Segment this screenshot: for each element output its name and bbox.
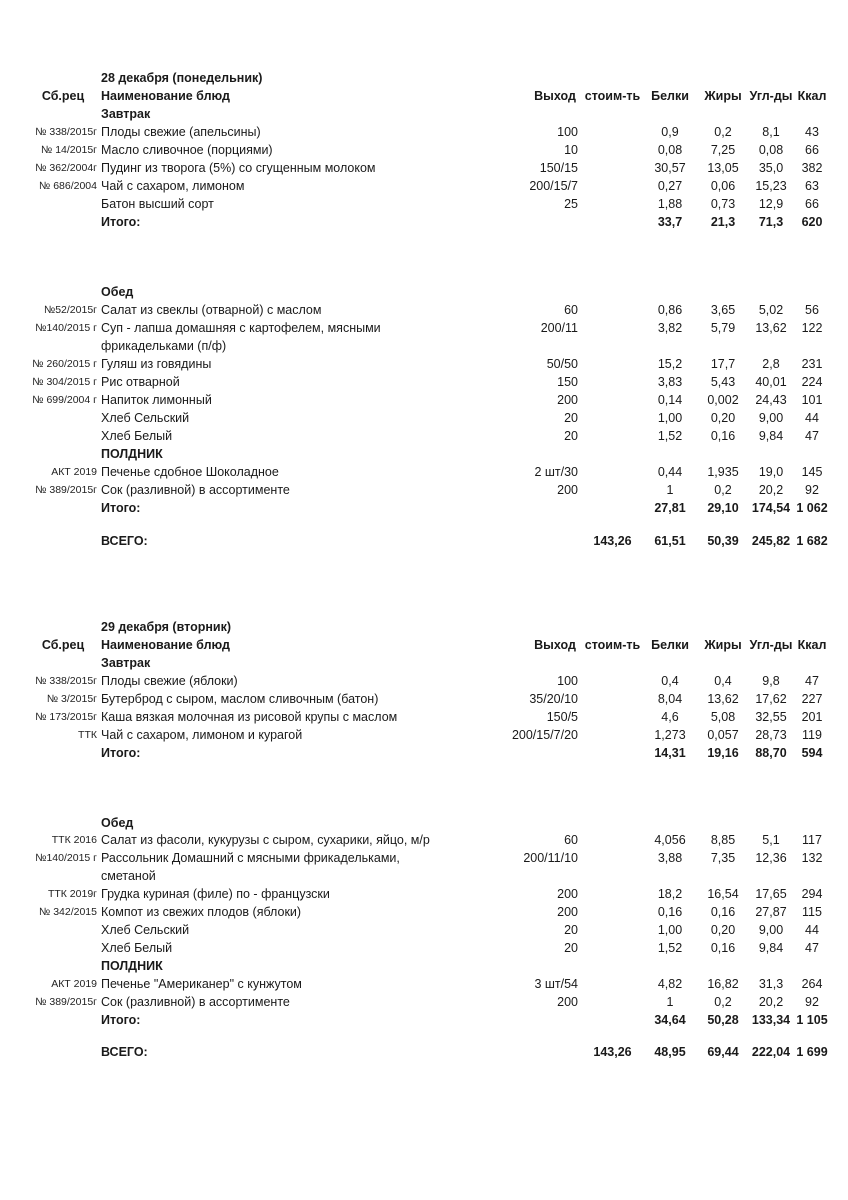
carbs-value: 174,54 [751,501,791,515]
kcal-value: 44 [805,923,819,937]
kcal-value: 101 [801,393,823,407]
day-title: 28 декабря (понедельник) [101,71,263,85]
carbs-value: 8,1 [762,125,780,139]
protein-value: 1,88 [657,197,683,211]
protein-value: 0,14 [657,393,683,407]
kcal-value: 115 [802,905,822,919]
kcal-value: 227 [801,692,823,706]
dish-name: Напиток лимонный [101,393,212,407]
protein-value: 18,2 [657,887,683,901]
output-value: 100 [557,125,578,139]
fat-value: 0,4 [714,674,732,688]
subtotal-label: Итого: [101,746,141,760]
breakfast-section-label: Завтрак [101,656,151,670]
dish-name: Сок (разливной) в ассортименте [101,483,290,497]
table-row [0,391,848,409]
carbs-value: 32,55 [755,710,787,724]
table-row [0,427,848,445]
carbs-value: 9,00 [758,411,784,425]
fat-value: 0,20 [710,923,736,937]
kcal-value: 1 699 [796,1045,828,1059]
carbs-value: 17,65 [755,887,787,901]
column-cost-header: стоим-ть [584,638,641,652]
column-kcal-header: Ккал [797,638,827,652]
fat-value: 0,16 [710,429,736,443]
dish-name: Пудинг из творога (5%) со сгущенным молоком [101,161,376,175]
kcal-value: 382 [801,161,823,175]
column-header-row [0,636,848,654]
table-row [0,921,848,939]
dish-name: Компот из свежих плодов (яблоки) [101,905,302,919]
protein-value: 0,27 [657,179,683,193]
recipe-code: № 304/2015 г [32,376,97,388]
table-row [0,939,848,957]
column-name-header: Наименование блюд [101,638,230,652]
day-title-row [0,69,848,87]
protein-value: 34,64 [654,1013,686,1027]
column-fat-header: Жиры [704,89,742,103]
lunch-section-label: Обед [101,816,134,830]
protein-value: 1,00 [657,923,683,937]
protein-value: 15,2 [657,357,683,371]
output-value: 50/50 [546,357,578,371]
fat-value: 21,3 [710,215,736,229]
output-value: 200 [557,887,578,901]
carbs-value: 9,00 [758,923,784,937]
carbs-value: 9,8 [762,674,780,688]
carbs-value: 28,73 [755,728,787,742]
protein-value: 61,51 [654,534,686,548]
carbs-value: 9,84 [758,941,784,955]
protein-value: 8,04 [657,692,683,706]
output-value: 150 [557,375,578,389]
table-row [0,975,848,993]
carbs-value: 13,62 [755,321,787,335]
fat-value: 5,79 [710,321,736,335]
dish-name: Грудка куриная (филе) по - французски [101,887,330,901]
fat-value: 8,85 [710,833,736,847]
carbs-value: 12,9 [758,197,784,211]
table-row [0,159,848,177]
recipe-code: ТТК 2016 [51,834,97,846]
dish-name: Бутерброд с сыром, маслом сливочным (батон) [101,692,379,706]
carbs-value: 5,02 [758,303,784,317]
kcal-value: 47 [805,429,819,443]
dish-name: Плоды свежие (яблоки) [101,674,238,688]
fat-value: 0,2 [714,483,732,497]
carbs-value: 15,23 [755,179,787,193]
carbs-value: 35,0 [758,161,784,175]
column-kcal-header: Ккал [797,89,827,103]
recipe-code: № 3/2015г [46,693,97,705]
kcal-value: 119 [802,728,822,742]
carbs-value: 71,3 [758,215,784,229]
breakfast-section [0,105,848,123]
kcal-value: 1 105 [796,1013,828,1027]
fat-value: 7,35 [710,851,736,865]
protein-value: 4,056 [654,833,686,847]
breakfast-section-label: Завтрак [101,107,151,121]
protein-value: 48,95 [654,1045,686,1059]
table-row [0,690,848,708]
protein-value: 14,31 [654,746,686,760]
kcal-value: 66 [805,143,819,157]
output-value: 200 [557,483,578,497]
protein-value: 4,6 [661,710,679,724]
dish-name: Чай с сахаром, лимоном и курагой [101,728,303,742]
table-row [0,355,848,373]
table-row [0,123,848,141]
table-row [0,672,848,690]
kcal-value: 224 [801,375,823,389]
output-value: 20 [564,941,578,955]
grand-total-label: ВСЕГО: [101,534,148,548]
output-value: 20 [564,923,578,937]
carbs-value: 12,36 [755,851,787,865]
recipe-code: № 338/2015г [35,126,97,138]
fat-value: 29,10 [707,501,739,515]
kcal-value: 132 [801,851,823,865]
recipe-code: № 686/2004 [39,180,97,192]
fat-value: 0,16 [710,941,736,955]
recipe-code: ТТК 2019г [47,888,97,900]
carbs-value: 27,87 [755,905,787,919]
table-row [0,885,848,903]
fat-value: 0,2 [714,125,732,139]
protein-value: 0,9 [661,125,679,139]
output-value: 150/5 [546,710,578,724]
carbs-value: 20,2 [758,483,784,497]
recipe-code: № 389/2015г [35,996,97,1008]
fat-value: 13,62 [707,692,739,706]
kcal-value: 122 [801,321,823,335]
column-fat-header: Жиры [704,638,742,652]
protein-value: 1,273 [654,728,686,742]
dish-name: Хлеб Белый [101,429,173,443]
protein-value: 0,44 [657,465,683,479]
fat-value: 50,39 [707,534,739,548]
protein-value: 1,00 [657,411,683,425]
subtotal-row [0,744,848,762]
carbs-value: 88,70 [755,746,787,760]
dish-name: Масло сливочное (порциями) [101,143,273,157]
kcal-value: 201 [801,710,823,724]
output-value: 20 [564,411,578,425]
table-row [0,373,848,391]
column-carbs-header: Угл-ды [749,89,793,103]
dish-name: Салат из фасоли, кукурузы с сыром, сухарики, яйцо, м/р [101,833,430,847]
fat-value: 13,05 [707,161,739,175]
lunch-section-label: Обед [101,285,134,299]
table-row [0,177,848,195]
kcal-value: 117 [802,833,822,847]
dish-name: Сок (разливной) в ассортименте [101,995,290,1009]
protein-value: 30,57 [654,161,686,175]
output-value: 25 [564,197,578,211]
day-title-row [0,618,848,636]
carbs-value: 17,62 [755,692,787,706]
grand-total-row [0,532,848,550]
column-header-row [0,87,848,105]
table-row [0,481,848,499]
protein-value: 27,81 [654,501,686,515]
snack-section [0,957,848,975]
dish-name: Хлеб Сельский [101,923,190,937]
kcal-value: 47 [805,674,819,688]
day-title: 29 декабря (вторник) [101,620,231,634]
lunch-section [0,283,848,301]
protein-value: 33,7 [657,215,683,229]
kcal-value: 1 682 [796,534,828,548]
protein-value: 4,82 [657,977,683,991]
table-row [0,831,848,849]
fat-value: 0,73 [710,197,736,211]
recipe-code: №140/2015 г [35,322,97,334]
recipe-code: № 699/2004 г [32,394,97,406]
fat-value: 0,20 [710,411,736,425]
subtotal-label: Итого: [101,501,141,515]
fat-value: 17,7 [710,357,736,371]
subtotal-row [0,1011,848,1029]
recipe-code: № 362/2004г [35,162,97,174]
subtotal-row [0,499,848,517]
dish-name: Печенье сдобное Шоколадное [101,465,279,479]
recipe-code: № 342/2015 [39,906,97,918]
dish-name: Чай с сахаром, лимоном [101,179,245,193]
output-value: 150/15 [539,161,578,175]
carbs-value: 19,0 [758,465,784,479]
recipe-code: №140/2015 г [35,852,97,864]
snack-section [0,445,848,463]
fat-value: 1,935 [707,465,739,479]
protein-value: 3,82 [657,321,683,335]
carbs-value: 0,08 [758,143,784,157]
kcal-value: 63 [805,179,819,193]
snack-section-label: ПОЛДНИК [101,959,163,973]
kcal-value: 56 [805,303,819,317]
column-code-header: Сб.рец [41,638,85,652]
recipe-code: № 14/2015г [41,144,97,156]
fat-value: 0,2 [714,995,732,1009]
output-value: 60 [564,303,578,317]
output-value: 200/11/10 [523,851,578,865]
recipe-code: № 173/2015г [35,711,97,723]
fat-value: 3,65 [710,303,736,317]
table-row [0,463,848,481]
fat-value: 0,06 [710,179,736,193]
table-row [0,141,848,159]
kcal-value: 66 [805,197,819,211]
lunch-section [0,814,848,832]
fat-value: 69,44 [707,1045,739,1059]
protein-value: 0,08 [657,143,683,157]
dish-name: Батон высший сорт [101,197,214,211]
protein-value: 1 [666,995,674,1009]
output-value: 200/11 [540,321,578,335]
recipe-code: № 389/2015г [35,484,97,496]
output-value: 100 [557,674,578,688]
dish-name: Салат из свеклы (отварной) с маслом [101,303,322,317]
dish-name: Хлеб Белый [101,941,173,955]
carbs-value: 5,1 [762,833,780,847]
column-carbs-header: Угл-ды [749,638,793,652]
table-row [0,726,848,744]
subtotal-row [0,213,848,231]
kcal-value: 47 [805,941,819,955]
dish-name: Печенье "Американер" с кунжутом [101,977,302,991]
carbs-value: 9,84 [758,429,784,443]
carbs-value: 40,01 [755,375,787,389]
kcal-value: 294 [801,887,823,901]
table-row [0,708,848,726]
dish-name: Гуляш из говядины [101,357,212,371]
output-value: 200 [557,995,578,1009]
kcal-value: 92 [805,483,819,497]
output-value: 60 [564,833,578,847]
dish-name: Каша вязкая молочная из рисовой крупы с маслом [101,710,398,724]
kcal-value: 44 [805,411,819,425]
protein-value: 3,88 [657,851,683,865]
kcal-value: 594 [801,746,823,760]
protein-value: 0,16 [657,905,683,919]
table-row [0,409,848,427]
recipe-code: №52/2015г [43,304,97,316]
kcal-value: 1 062 [796,501,828,515]
column-protein-header: Белки [651,638,689,652]
fat-value: 5,08 [710,710,736,724]
protein-value: 0,86 [657,303,683,317]
protein-value: 0,4 [661,674,679,688]
output-value: 200/15/7/20 [511,728,578,742]
carbs-value: 245,82 [751,534,791,548]
fat-value: 50,28 [707,1013,739,1027]
dish-name: Суп - лапша домашняя с картофелем, мясными [101,321,381,335]
dish-name-continued: сметаной [101,869,156,883]
snack-section-label: ПОЛДНИК [101,447,163,461]
output-value: 2 шт/30 [534,465,578,479]
column-name-header: Наименование блюд [101,89,230,103]
fat-value: 5,43 [710,375,736,389]
dish-name: Плоды свежие (апельсины) [101,125,261,139]
output-value: 200/15/7 [529,179,578,193]
carbs-value: 133,34 [751,1013,791,1027]
kcal-value: 620 [801,215,823,229]
output-value: 200 [557,905,578,919]
recipe-code: № 338/2015г [35,675,97,687]
protein-value: 1,52 [657,941,683,955]
fat-value: 16,54 [707,887,739,901]
column-code-header: Сб.рец [41,89,85,103]
kcal-value: 145 [801,465,823,479]
table-row [0,195,848,213]
fat-value: 0,057 [707,728,739,742]
kcal-value: 43 [805,125,819,139]
cost-value: 143,26 [593,534,632,548]
protein-value: 3,83 [657,375,683,389]
output-value: 35/20/10 [529,692,578,706]
recipe-code: № 260/2015 г [32,358,97,370]
carbs-value: 24,43 [755,393,787,407]
recipe-code: АКТ 2019 [51,978,97,990]
cost-value: 143,26 [593,1045,632,1059]
recipe-code: ТТК [78,729,97,741]
column-output-header: Выход [534,89,576,103]
kcal-value: 231 [801,357,823,371]
grand-total-label: ВСЕГО: [101,1045,148,1059]
subtotal-label: Итого: [101,215,141,229]
table-row [0,849,848,885]
table-row [0,301,848,319]
fat-value: 0,002 [707,393,739,407]
dish-name: Рассольник Домашний с мясными фрикадельками, [101,851,400,865]
kcal-value: 264 [801,977,823,991]
protein-value: 1 [666,483,674,497]
output-value: 20 [564,429,578,443]
table-row [0,993,848,1011]
dish-name-continued: фрикадельками (п/ф) [101,339,227,353]
carbs-value: 31,3 [758,977,784,991]
dish-name: Рис отварной [101,375,180,389]
output-value: 3 шт/54 [534,977,578,991]
grand-total-row [0,1043,848,1061]
fat-value: 0,16 [710,905,736,919]
column-output-header: Выход [534,638,576,652]
table-row [0,903,848,921]
output-value: 10 [564,143,578,157]
carbs-value: 2,8 [762,357,780,371]
recipe-code: АКТ 2019 [51,466,97,478]
breakfast-section [0,654,848,672]
output-value: 200 [557,393,578,407]
fat-value: 16,82 [707,977,739,991]
protein-value: 1,52 [657,429,683,443]
fat-value: 19,16 [707,746,739,760]
kcal-value: 92 [805,995,819,1009]
subtotal-label: Итого: [101,1013,141,1027]
dish-name: Хлеб Сельский [101,411,190,425]
carbs-value: 20,2 [758,995,784,1009]
table-row [0,319,848,355]
fat-value: 7,25 [710,143,736,157]
column-protein-header: Белки [651,89,689,103]
carbs-value: 222,04 [751,1045,791,1059]
column-cost-header: стоим-ть [584,89,641,103]
